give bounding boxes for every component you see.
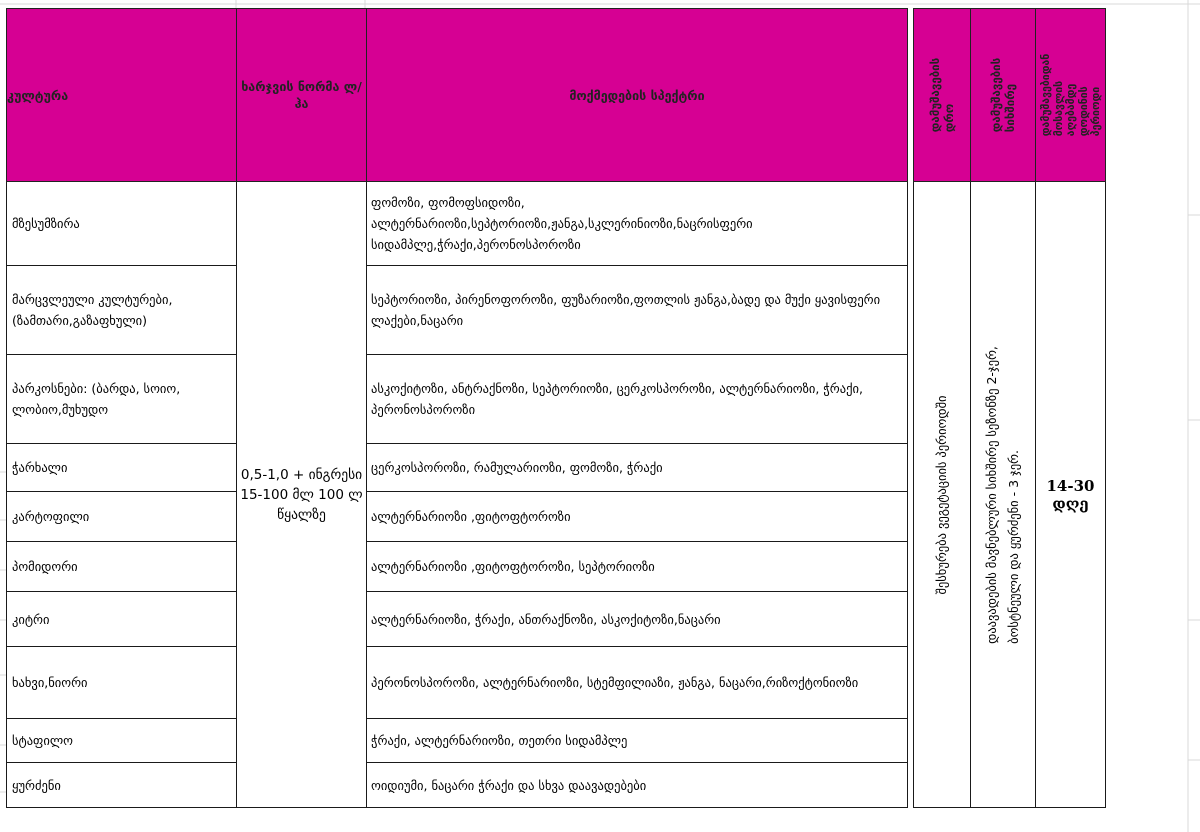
header-treatment-frequency bbox=[971, 9, 1036, 182]
crop-cell: კიტრი bbox=[7, 592, 237, 647]
treatment-frequency-line1: დაავადების მავნებლური სიხშირე სეზონზე 2-ჯერ, bbox=[984, 345, 999, 644]
header-treatment-time bbox=[914, 9, 971, 182]
header-waiting-line1: დამუშავებიდან bbox=[1039, 53, 1052, 137]
header-row bbox=[7, 9, 1185, 182]
table-row bbox=[7, 182, 1185, 266]
spectrum-cell: ფომოზი, ფომოფსიდოზი, ალტერნარიოზი,სეპტორიოზი,ჟანგა,სკლერინიოზი,ნაცრისფერი სიდამპლე,ჭრაქი,პერონოსპოროზი bbox=[367, 182, 908, 266]
header-frequency-line2: სიხშირე bbox=[1003, 83, 1017, 133]
spectrum-cell: ალტერნარიოზი ,ფიტოფტოროზი, სეპტორიოზი bbox=[367, 542, 908, 592]
spectrum-cell: ცერკოსპოროზი, რამულარიოზი, ფომოზი, ჭრაქი bbox=[367, 444, 908, 492]
treatment-frequency-line2: ბოსტნეული და ყურძენი - 3 ჯერ. bbox=[1006, 449, 1021, 644]
header-waiting-line2: მოსავლის bbox=[1051, 80, 1064, 137]
crop-cell: პარკოსნები: (ბარდა, სოიო, ლობიო,მუხუდო bbox=[7, 355, 237, 444]
crop-cell: ყურძენი bbox=[7, 763, 237, 808]
crop-cell: მარცვლეული კულტურები,(ზამთარი,გაზაფხული) bbox=[7, 266, 237, 355]
rate-cell: 0,5-1,0 + ინგრესი 15-100 მლ 100 ლ წყალზე bbox=[237, 182, 367, 808]
spectrum-cell: ჭრაქი, ალტერნარიოზი, თეთრი სიდამპლე bbox=[367, 719, 908, 763]
header-crop: კულტურა bbox=[7, 9, 237, 182]
treatment-time-cell bbox=[914, 182, 971, 808]
header-waiting-period bbox=[1036, 9, 1106, 182]
header-time-line2: დრო bbox=[942, 103, 956, 133]
header-waiting-line3: აღებამდე bbox=[1064, 83, 1077, 137]
spectrum-cell: ასკოქიტოზი, ანტრაქნოზი, სეპტორიოზი, ცერკოსპოროზი, ალტერნარიოზი, ჭრაქი, პერონოსპოროზი bbox=[367, 355, 908, 444]
crop-cell: კარტოფილი bbox=[7, 492, 237, 542]
spectrum-cell: ალტერნარიოზი ,ფიტოფტოროზი bbox=[367, 492, 908, 542]
header-time-line1: დამუშავების bbox=[928, 57, 942, 133]
treatment-time-text: შესხურება ვეგეტაციის პერიოდში bbox=[934, 394, 949, 595]
header-rate: ხარჯვის ნორმა ლ/ჰა bbox=[237, 9, 367, 182]
crop-cell: ჭარხალი bbox=[7, 444, 237, 492]
treatment-frequency-cell bbox=[971, 182, 1036, 808]
spectrum-cell: სეპტორიოზი, პირენოფოროზი, ფუზარიოზი,ფოთლის ჟანგა,ბადე და მუქი ყავისფერი ლაქები,ნაცარი bbox=[367, 266, 908, 355]
header-frequency-line1: დამუშავების bbox=[989, 57, 1003, 133]
spectrum-cell: ალტერნარიოზი, ჭრაქი, ანთრაქნოზი, ასკოქიტოზი,ნაცარი bbox=[367, 592, 908, 647]
spectrum-cell: პერონოსპოროზი, ალტერნარიოზი, სტემფილიაზი, ჟანგა, ნაცარი,რიზოქტონიოზი bbox=[367, 647, 908, 719]
crop-cell: პომიდორი bbox=[7, 542, 237, 592]
right-blank bbox=[1106, 182, 1185, 808]
crop-cell: სტაფილო bbox=[7, 719, 237, 763]
spectrum-cell: ოიდიუმი, ნაცარი ჭრაქი და სხვა დაავადებები bbox=[367, 763, 908, 808]
waiting-period-cell: 14-30 დღე bbox=[1036, 182, 1106, 808]
crop-cell: ხახვი,ნიორი bbox=[7, 647, 237, 719]
header-waiting-line5: პერიოდი bbox=[1089, 86, 1102, 137]
right-blank bbox=[1106, 9, 1185, 182]
fungicide-application-table bbox=[6, 8, 1185, 808]
header-waiting-line4: დოდინის bbox=[1076, 86, 1089, 137]
crop-cell: მზესუმზირა bbox=[7, 182, 237, 266]
header-spectrum: მოქმედების სპექტრი bbox=[367, 9, 908, 182]
